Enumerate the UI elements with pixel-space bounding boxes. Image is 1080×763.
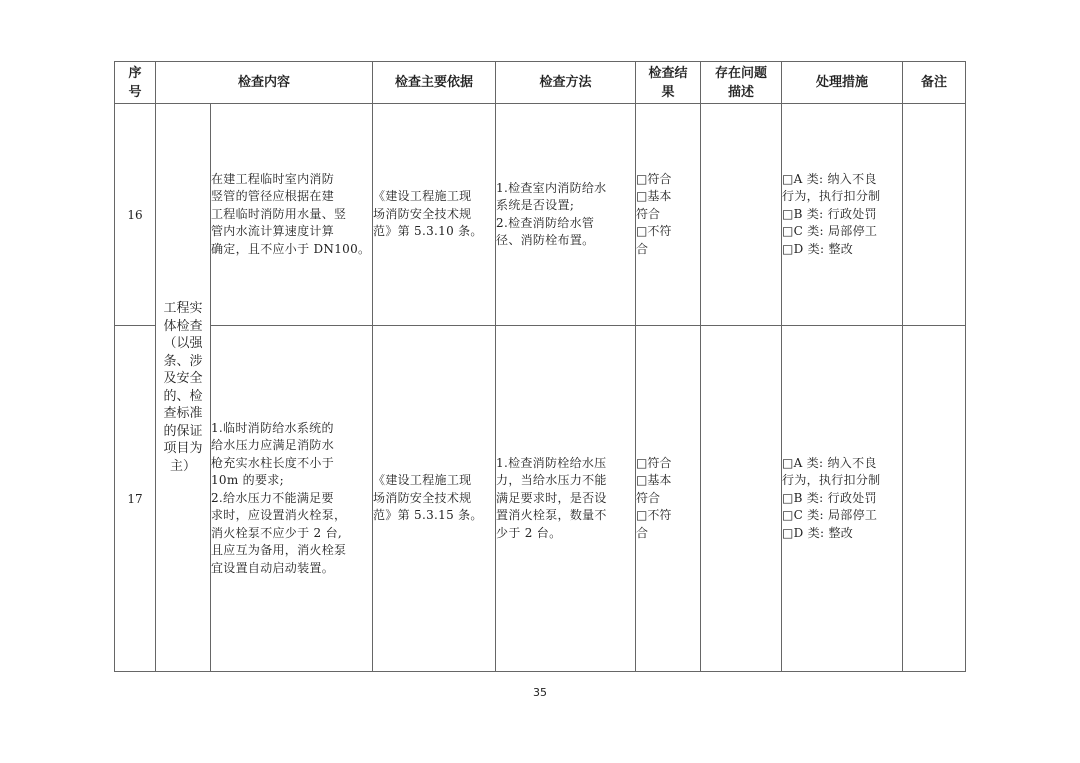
category-cell: 工程实 体检查 （以强 条、涉 及安全 的、检 查标准 的保证 项目为 主） xyxy=(156,104,211,672)
header-seq: 序 号 xyxy=(115,62,156,104)
header-result: 检查结 果 xyxy=(636,62,701,104)
issue-description xyxy=(701,326,782,672)
check-result-options: □符合 □基本 符合 □不符 合 xyxy=(636,104,701,326)
inspection-table xyxy=(114,61,966,672)
header-measure: 处理措施 xyxy=(782,62,903,104)
table-row-16 xyxy=(115,104,966,326)
header-issue: 存在问题 描述 xyxy=(701,62,782,104)
check-basis: 《建设工程施工现 场消防安全技术规 范》第 5.3.15 条。 xyxy=(373,326,496,672)
page-number: 35 xyxy=(533,686,547,699)
check-result-options: □符合 □基本 符合 □不符 合 xyxy=(636,326,701,672)
handling-measures: □A 类: 纳入不良 行为，执行扣分制 □B 类: 行政处罚 □C 类: 局部停工 □D 类: 整改 xyxy=(782,326,903,672)
check-basis: 《建设工程施工现 场消防安全技术规 范》第 5.3.10 条。 xyxy=(373,104,496,326)
check-method: 1.检查室内消防给水 系统是否设置; 2.检查消防给水管 径、消防栓布置。 xyxy=(496,104,636,326)
handling-measures: □A 类: 纳入不良 行为，执行扣分制 □B 类: 行政处罚 □C 类: 局部停工 □D 类: 整改 xyxy=(782,104,903,326)
check-content: 1.临时消防给水系统的 给水压力应满足消防水 枪充实水柱长度不小于 10m 的要求; 2.给水压力不能满足要 求时，应设置消火栓泵， 消火栓泵不应少于 2 台, 且应互为备用，消火栓泵 宜设置自动启动装置。 xyxy=(211,326,373,672)
row-number: 16 xyxy=(115,104,156,326)
remark-cell xyxy=(903,104,966,326)
table-row-17 xyxy=(115,326,966,672)
check-method: 1.检查消防栓给水压 力，当给水压力不能 满足要求时，是否设 置消火栓泵，数量不 少于 2 台。 xyxy=(496,326,636,672)
header-basis: 检查主要依据 xyxy=(373,62,496,104)
header-content: 检查内容 xyxy=(156,62,373,104)
row-number: 17 xyxy=(115,326,156,672)
issue-description xyxy=(701,104,782,326)
table-header-row xyxy=(115,62,966,104)
header-method: 检查方法 xyxy=(496,62,636,104)
check-content: 在建工程临时室内消防 竖管的管径应根据在建 工程临时消防用水量、竖 管内水流计算速度计算 确定，且不应小于 DN100。 xyxy=(211,104,373,326)
header-remark: 备注 xyxy=(903,62,966,104)
remark-cell xyxy=(903,326,966,672)
